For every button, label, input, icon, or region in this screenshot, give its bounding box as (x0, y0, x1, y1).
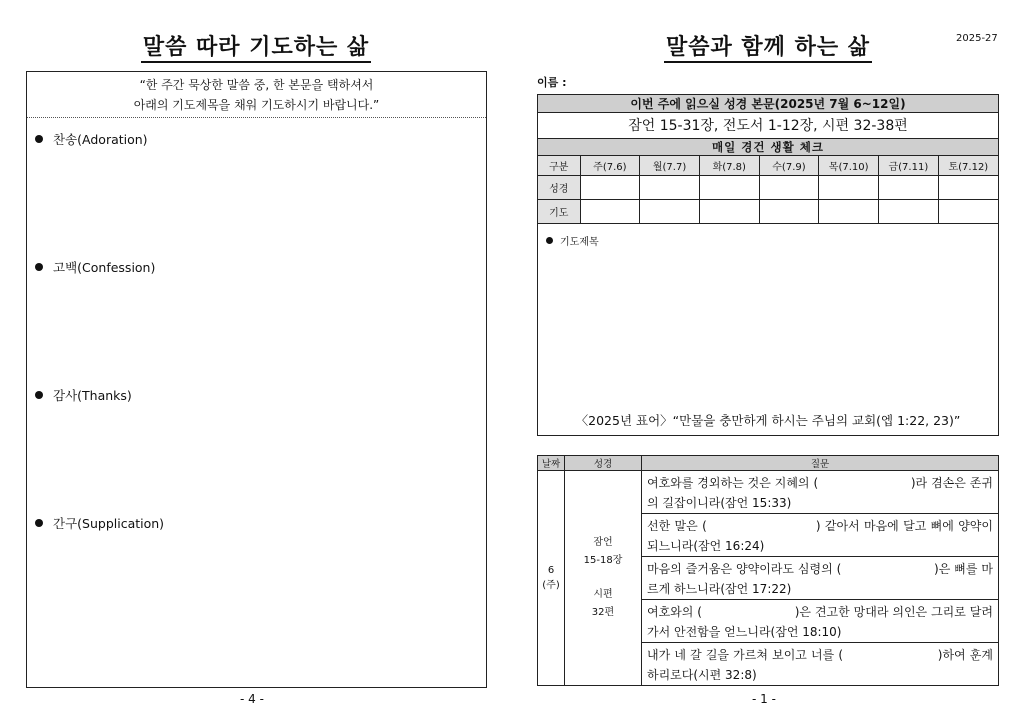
quiz-bible-book-1: 잠언 (593, 537, 613, 548)
check-cell[interactable] (580, 199, 640, 223)
check-cell[interactable] (699, 175, 759, 199)
quiz-date-day: 6 (547, 565, 555, 576)
check-cell[interactable] (819, 175, 879, 199)
check-row-label: 기도 (538, 199, 580, 223)
quiz-header-question: 질문 (642, 456, 999, 471)
quiz-header-bible: 성경 (565, 456, 642, 471)
prayer-item-adoration: 찬송(Adoration) (35, 130, 148, 148)
check-col-header: 금(7.11) (879, 156, 939, 175)
quiz-date-cell (538, 471, 565, 686)
prayer-topic-area[interactable] (538, 224, 998, 437)
weekly-reading-box (537, 94, 999, 436)
check-col-header: 구분 (538, 156, 580, 175)
quiz-question[interactable]: 여호와를 경외하는 것은 지혜의 ( )라 겸손은 존귀의 길잡이니라(잠언 15:33) (642, 471, 999, 514)
quiz-question[interactable]: 마음의 즐거움은 양약이라도 심령의 ( )은 뼈를 마르게 하느니라(잠언 17:22) (642, 557, 999, 600)
reading-header: 이번 주에 읽으실 성경 본문(2025년 7월 6~12일) (538, 95, 998, 113)
quiz-header-date: 날짜 (538, 456, 565, 471)
prayer-item-confession: 고백(Confession) (35, 258, 155, 276)
quiz-question[interactable]: 여호와의 ( )은 견고한 망대라 의인은 그리로 달려가서 안전함을 얻느니라(잠언 18:10) (642, 600, 999, 643)
check-cell[interactable] (759, 199, 819, 223)
bullet-icon (35, 263, 43, 271)
daily-check-table (538, 156, 998, 224)
quiz-bible-range-2: 32편 (591, 607, 615, 618)
bullet-icon (35, 135, 43, 143)
quiz-bible-book-2: 시편 (593, 589, 613, 600)
check-cell[interactable] (879, 175, 939, 199)
check-col-header: 화(7.8) (699, 156, 759, 175)
reading-passages: 잠언 15-31장, 전도서 1-12장, 시편 32-38편 (538, 113, 998, 139)
daily-check-title: 매일 경건 생활 체크 (538, 139, 998, 156)
check-col-header: 월(7.7) (640, 156, 700, 175)
intro-line-1: “한 주간 묵상한 말씀 중, 한 본문을 택하셔서 (139, 78, 374, 92)
check-col-header: 목(7.10) (819, 156, 879, 175)
left-page-number: - 4 - (240, 692, 264, 706)
check-col-header: 토(7.12) (938, 156, 998, 175)
bible-quiz-table (537, 455, 999, 686)
quiz-date-weekday: (주) (542, 580, 560, 591)
prayer-item-thanks: 감사(Thanks) (35, 386, 132, 404)
check-cell[interactable] (640, 175, 700, 199)
prayer-guide-box (26, 71, 487, 688)
check-row-bible (538, 175, 998, 199)
right-page-title: 말씀과 함께 하는 삶 (538, 30, 998, 61)
bullet-icon (35, 391, 43, 399)
check-cell[interactable] (938, 199, 998, 223)
left-page-title: 말씀 따라 기도하는 삶 (26, 30, 486, 61)
bullet-icon (35, 519, 43, 527)
check-cell[interactable] (819, 199, 879, 223)
bullet-icon (546, 237, 553, 244)
quiz-question[interactable]: 선한 말은 ( ) 같아서 마음에 달고 뼈에 양약이 되느니라(잠언 16:24) (642, 514, 999, 557)
date-code: 2025-27 (956, 33, 998, 44)
check-col-header: 주(7.6) (580, 156, 640, 175)
check-cell[interactable] (640, 199, 700, 223)
check-cell[interactable] (938, 175, 998, 199)
quiz-question[interactable]: 내가 네 갈 길을 가르쳐 보이고 너를 ( )하여 훈계하리로다(시편 32:8) (642, 643, 999, 686)
name-label: 이름 : (537, 76, 567, 89)
quiz-bible-cell (565, 471, 642, 686)
check-row-prayer (538, 199, 998, 223)
yearly-motto: 〈2025년 표어〉“만물을 충만하게 하시는 주님의 교회(엡 1:22, 23)” (575, 412, 961, 428)
prayer-guide-intro (27, 72, 486, 118)
intro-line-2: 아래의 기도제목을 채워 기도하시기 바랍니다.” (133, 98, 380, 112)
prayer-topic-label: 기도제목 (546, 233, 599, 248)
check-header-row (538, 156, 998, 175)
check-cell[interactable] (580, 175, 640, 199)
quiz-row (538, 471, 999, 514)
prayer-item-supplication: 간구(Supplication) (35, 514, 164, 532)
check-cell[interactable] (759, 175, 819, 199)
check-cell[interactable] (699, 199, 759, 223)
quiz-bible-range-1: 15-18장 (583, 555, 623, 566)
quiz-header-row (538, 456, 999, 471)
right-page-number: - 1 - (752, 692, 776, 706)
check-row-label: 성경 (538, 175, 580, 199)
check-cell[interactable] (879, 199, 939, 223)
check-col-header: 수(7.9) (759, 156, 819, 175)
